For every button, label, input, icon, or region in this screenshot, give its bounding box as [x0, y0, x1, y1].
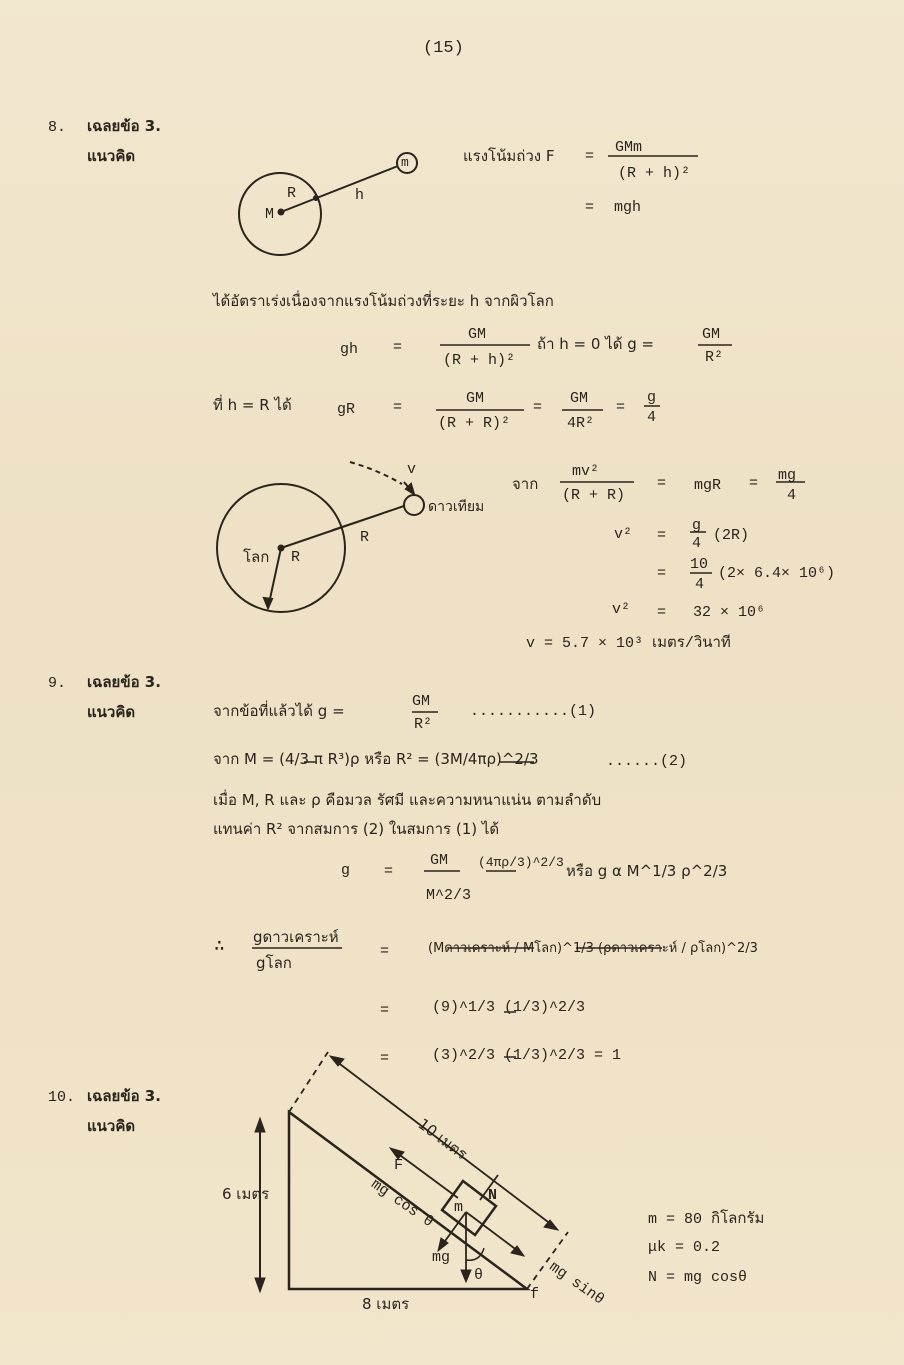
step1: (9)^1/3 (1/3)^2/3: [432, 999, 586, 1016]
eq: =: [384, 863, 394, 880]
eq: =: [533, 399, 543, 416]
q9-number: 9.: [48, 675, 67, 692]
g-earth: gโลก: [256, 954, 292, 972]
given-mu: μk = 0.2: [648, 1239, 721, 1256]
incline-figure: [255, 1052, 568, 1292]
prop: หรือ g α M^1/3 ρ^2/3: [566, 862, 728, 880]
v2: v²: [612, 601, 631, 618]
q8-approach: แนวคิด: [87, 147, 136, 165]
page-number: (15): [423, 39, 464, 58]
twoR: (2R): [713, 527, 750, 544]
eq: =: [380, 1050, 390, 1067]
fig1-h: h: [355, 187, 365, 204]
fig1-m: m: [401, 155, 409, 170]
r2: R²: [414, 716, 433, 733]
m23: M^2/3: [426, 887, 472, 904]
mgh: mgh: [614, 199, 642, 216]
eq: =: [657, 475, 667, 492]
accel-text: ได้อัตราเร่งเนื่องจากแรงโน้มถ่วงที่ระยะ h จากผิวโลก: [213, 292, 554, 310]
g: g: [692, 517, 702, 534]
q9-line4: แทนค่า R² จากสมการ (2) ในสมการ (1) ได้: [213, 820, 500, 838]
eq: =: [657, 604, 667, 621]
theta-label: θ: [474, 1267, 484, 1284]
step2: (3)^2/3 (1/3)^2/3 = 1: [432, 1047, 622, 1064]
eq: =: [585, 148, 595, 165]
mg: mg: [778, 467, 797, 484]
four: 4: [695, 576, 705, 593]
ratio: (Mดาวเคราะห์ / Mโลก)^1/3 (ρดาวเคราะห์ / ρโลก)^2/3: [428, 941, 758, 956]
q9-approach: แนวคิด: [87, 703, 136, 721]
gravity-figure: [239, 153, 417, 255]
four: 4: [647, 409, 657, 426]
v2: v²: [614, 526, 633, 543]
gm: GM: [468, 326, 487, 343]
gm: GM: [412, 693, 431, 710]
g: g: [647, 389, 657, 406]
v-result: v = 5.7 × 10³ เมตร/วินาที: [526, 635, 731, 652]
gR: gR: [337, 401, 356, 418]
at-text: ที่ h = R ได้: [213, 396, 292, 414]
mgR: mgR: [694, 477, 722, 494]
N-label: N: [488, 1187, 498, 1204]
eq: =: [393, 399, 403, 416]
q8-header: เฉลยข้อ 3.: [87, 117, 161, 135]
eq: =: [616, 399, 626, 416]
fig2-earth: โลก: [243, 548, 270, 566]
satellite-circle: [404, 495, 424, 515]
length-label: 10 เมตร: [414, 1114, 471, 1164]
mgsin-label: mg sinθ: [545, 1258, 608, 1309]
q9-line1: จากข้อที่แล้วได้ g =: [213, 702, 345, 720]
given-normal: N = mg cosθ: [648, 1269, 748, 1286]
f-label: f: [530, 1286, 540, 1303]
eq: =: [380, 1002, 390, 1019]
gh: gh: [340, 341, 359, 358]
rr: (R + R): [562, 487, 626, 504]
gm: GM: [430, 852, 449, 869]
gm: GM: [570, 390, 589, 407]
q8-number: 8.: [48, 119, 67, 136]
fig1-R: R: [287, 185, 297, 202]
q9-line3: เมื่อ M, R และ ρ คือมวล รัศมี และความหนาแน่น ตามลำดับ: [213, 791, 602, 809]
g-planet: gดาวเคราะห์: [253, 928, 339, 946]
gm: GM: [466, 390, 485, 407]
v2val: 32 × 10⁶: [693, 604, 766, 621]
given-mass: m = 80 กิโลกรัม: [648, 1211, 765, 1228]
eq1: ...........(1): [470, 703, 597, 720]
F-label: F: [394, 1157, 404, 1174]
ten: 10: [690, 556, 709, 573]
q10-number: 10.: [48, 1089, 76, 1106]
fig2-R: R: [291, 549, 301, 566]
r2: R²: [705, 349, 724, 366]
fig2-satellite: ดาวเทียม: [428, 499, 485, 515]
fig1-M: M: [265, 206, 275, 223]
gmm: GMm: [615, 139, 643, 156]
distance-line: [281, 166, 398, 212]
eq: =: [380, 943, 390, 960]
4r2: 4R²: [567, 415, 595, 432]
g: g: [341, 862, 351, 879]
force-label: แรงโน้มถ่วง F: [463, 147, 555, 165]
q10-approach: แนวคิด: [87, 1117, 136, 1135]
gm: GM: [702, 326, 721, 343]
q9-header: เฉลยข้อ 3.: [87, 673, 161, 691]
therefore: ∴: [214, 937, 225, 957]
rr2: (R + R)²: [438, 415, 511, 432]
from: จาก: [512, 475, 539, 493]
eq: =: [657, 527, 667, 544]
rh2: (R + h)²: [618, 165, 691, 182]
rh2b: (R + h)²: [443, 352, 516, 369]
eq2: ......(2): [606, 753, 688, 770]
mv2: mv²: [572, 463, 600, 480]
fig2-v: v: [407, 461, 417, 478]
four: 4: [692, 535, 702, 552]
mg-label: mg: [432, 1249, 451, 1266]
calc: (2× 6.4× 10⁶): [718, 565, 836, 582]
satellite-figure: [217, 462, 424, 612]
eq: =: [749, 475, 759, 492]
eq: =: [585, 199, 595, 216]
eq: =: [393, 339, 403, 356]
q9-line2: จาก M = (4/3 π R³)ρ หรือ R² = (3M/4πρ)^2/3: [213, 750, 539, 768]
base-label: 8 เมตร: [362, 1295, 410, 1313]
m-label: m: [454, 1199, 464, 1216]
mgcos-label: mg cos θ: [367, 1175, 437, 1232]
frac: (4πρ/3)^2/3: [478, 855, 564, 870]
q10-header: เฉลยข้อ 3.: [87, 1087, 161, 1105]
fig2-R2: R: [360, 529, 370, 546]
if-text: ถ้า h = 0 ได้ g =: [537, 335, 655, 353]
eq: =: [657, 565, 667, 582]
height-label: 6 เมตร: [222, 1185, 270, 1203]
four: 4: [787, 487, 797, 504]
